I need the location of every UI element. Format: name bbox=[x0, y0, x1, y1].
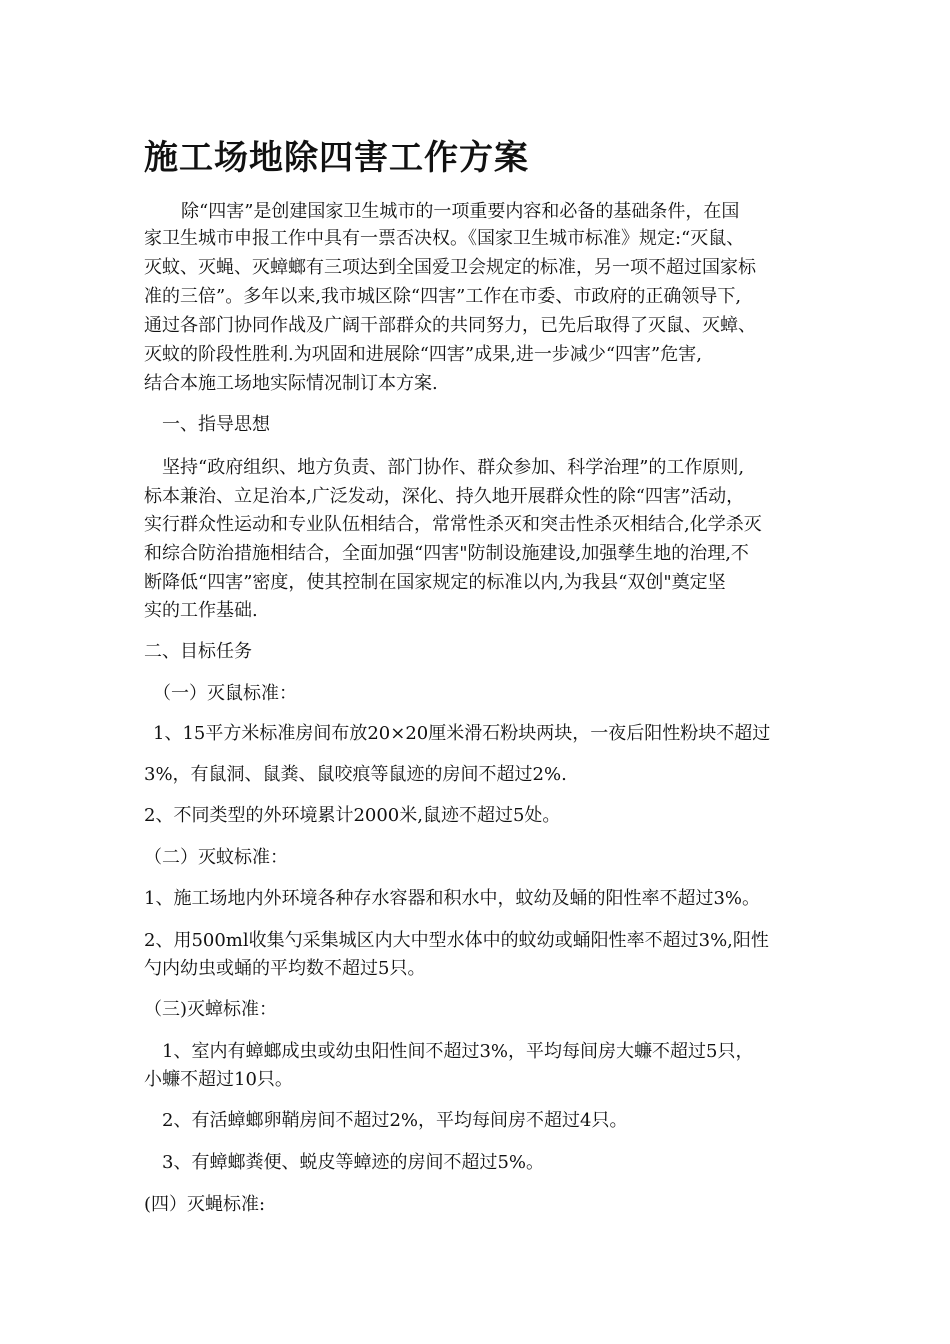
section1-line: 实行群众性运动和专业队伍相结合，常常性杀灭和突击性杀灭相结合,化学杀灭 bbox=[144, 514, 762, 535]
subsection-heading-rat: （一）灭鼠标准： bbox=[153, 683, 297, 704]
mosquito-item-2-cont: 勺内幼虫或蛹的平均数不超过5只。 bbox=[144, 958, 426, 979]
intro-line: 家卫生城市申报工作中具有一票否决权。《国家卫生城市标准》规定:“灭鼠、 bbox=[144, 228, 745, 249]
intro-line: 灭蚊的阶段性胜利.为巩固和进展除“四害”成果,进一步减少“四害”危害, bbox=[144, 344, 702, 365]
section1-line: 标本兼治、立足治本,广泛发动，深化、持久地开展群众性的除“四害”活动， bbox=[144, 486, 745, 507]
intro-line: 结合本施工场地实际情况制订本方案. bbox=[144, 373, 438, 394]
section1-line: 和综合防治措施相结合，全面加强“四害"防制设施建设,加强孳生地的治理,不 bbox=[144, 543, 749, 564]
cockroach-item-2: 2、有活蟑螂卵鞘房间不超过2%，平均每间房不超过4只。 bbox=[162, 1110, 628, 1131]
section1-line: 实的工作基础. bbox=[144, 600, 258, 621]
section-heading-goals: 二、目标任务 bbox=[144, 641, 252, 662]
section-heading-guiding-ideology: 一、指导思想 bbox=[162, 414, 270, 435]
intro-line: 除“四害”是创建国家卫生城市的一项重要内容和必备的基础条件，在国 bbox=[181, 201, 740, 222]
cockroach-item-3: 3、有蟑螂粪便、蜕皮等蟑迹的房间不超过5%。 bbox=[162, 1152, 545, 1173]
subsection-heading-cockroach: （三)灭蟑标准： bbox=[144, 999, 278, 1020]
mosquito-item-2: 2、用500ml收集勺采集城区内大中型水体中的蚊幼或蛹阳性率不超过3%,阳性 bbox=[144, 930, 769, 951]
intro-line: 灭蚊、灭蝇、灭蟑螂有三项达到全国爱卫会规定的标准，另一项不超过国家标 bbox=[144, 257, 756, 278]
intro-line: 准的三倍”。多年以来,我市城区除“四害”工作在市委、市政府的正确领导下, bbox=[144, 286, 742, 307]
mosquito-item-1: 1、施工场地内外环境各种存水容器和积水中，蚊幼及蛹的阳性率不超过3%。 bbox=[144, 888, 761, 909]
section1-line: 坚持“政府组织、地方负责、部门协作、群众参加、科学治理”的工作原则, bbox=[162, 457, 745, 478]
rat-item-2: 2、不同类型的外环境累计2000米,鼠迹不超过5处。 bbox=[144, 805, 561, 826]
rat-item-1-cont: 3%，有鼠洞、鼠粪、鼠咬痕等鼠迹的房间不超过2%. bbox=[144, 764, 567, 785]
subsection-heading-mosquito: （二）灭蚊标准： bbox=[144, 847, 288, 868]
cockroach-item-1-cont: 小蠊不超过10只。 bbox=[144, 1069, 293, 1090]
rat-item-1: 1、15平方米标准房间布放20×20厘米滑石粉块两块，一夜后阳性粉块不超过 bbox=[153, 723, 771, 744]
intro-line: 通过各部门协同作战及广阔干部群众的共同努力，已先后取得了灭鼠、灭蟑、 bbox=[144, 315, 756, 336]
subsection-heading-fly: (四）灭蝇标准: bbox=[144, 1194, 266, 1215]
section1-line: 断降低“四害”密度，使其控制在国家规定的标准以内,为我县“双创"奠定坚 bbox=[144, 572, 726, 593]
document-title: 施工场地除四害工作方案 bbox=[144, 138, 529, 178]
cockroach-item-1: 1、室内有蟑螂成虫或幼虫阳性间不超过3%，平均每间房大蠊不超过5只， bbox=[162, 1041, 754, 1062]
